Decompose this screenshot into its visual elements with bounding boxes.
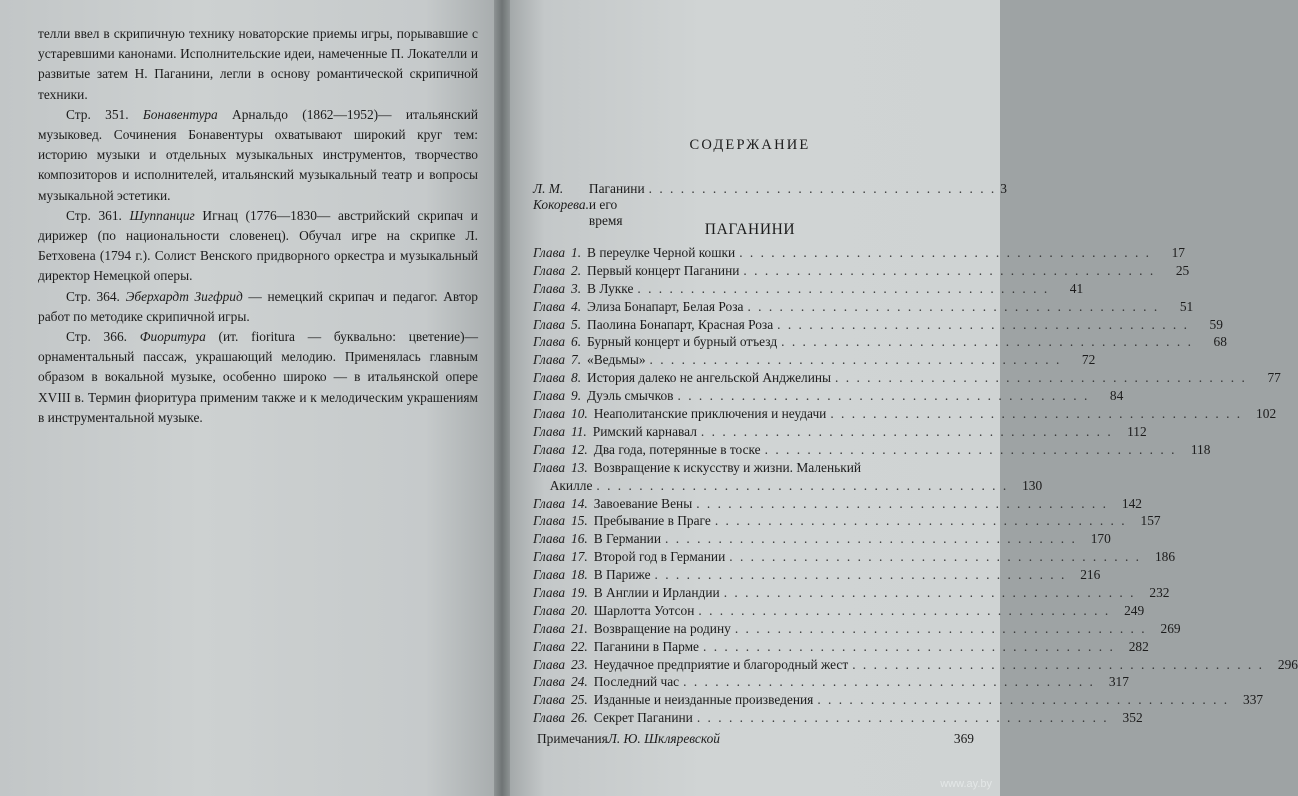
chapter-label: Глава <box>533 584 566 600</box>
note-351: Стр. 351. Бонавентура Арнальдо (1862—1952)— итальянский музыковед. Сочинения Бонавентуры охватывают широкий круг тем: историю музыки и отдельных музыкальных инструментов, творчество композиторов и исполнителей, итальянский музыкальный театр и вопросы музыкальной эстетики. <box>38 106 478 203</box>
chapter-title: Дуэль смычков <box>587 388 674 404</box>
chapter-row <box>533 405 1277 423</box>
leader-dots: . . . . . . . . . . . . . . . . . . . . . . . . . . . . . . . . . . . . . . . <box>729 549 1142 565</box>
chapter-number: 1. <box>571 245 582 260</box>
leader-dots: . . . . . . . . . . . . . . . . . . . . . . . . . . . . . . . . . . . . . . . <box>677 388 1090 404</box>
chapter-label: Глава <box>533 406 566 422</box>
chapter-page: 269 <box>1160 620 1181 636</box>
chapter-page: 130 <box>1022 477 1043 493</box>
chapter-row <box>533 530 1111 548</box>
chapter-row <box>533 548 1176 566</box>
chapter-title: Последний час <box>593 674 680 690</box>
contents-heading: СОДЕРЖАНИЕ <box>689 137 811 153</box>
intro-title: Паганини и его время <box>588 181 645 228</box>
leader-dots: . . . . . . . . . . . . . . . . . . . . . . . . . . . . . . . . . . . . . . . <box>637 280 1050 296</box>
chapter-row <box>533 691 1264 709</box>
intro-author: Л. М. Кокорева. <box>533 181 589 212</box>
leader-dots: . . . . . . . . . . . . . . . . . . . . . . . . . . . . . . . . . . . . . . . <box>835 370 1247 386</box>
chapter-row <box>533 369 1281 387</box>
chapter-page: 232 <box>1149 584 1170 600</box>
chapter-label: Глава <box>533 262 566 278</box>
chapter-label: Глава <box>533 459 566 475</box>
chapter-title: «Ведьмы» <box>587 352 646 368</box>
chapter-label: Глава <box>533 245 566 260</box>
endnotes-block <box>38 24 478 428</box>
chapter-page: 142 <box>1121 495 1142 511</box>
chapter-page: 68 <box>1213 334 1227 350</box>
chapter-title: Неаполитанские приключения и неудачи <box>593 406 827 422</box>
chapter-row <box>533 566 1101 584</box>
chapter-page: 77 <box>1267 370 1281 386</box>
chapter-title: Возвращение к искусству и жизни. Маленький <box>593 459 862 475</box>
chapter-number: 5. <box>571 316 582 332</box>
chapter-row <box>533 584 1170 602</box>
chapter-label: Глава <box>533 370 566 386</box>
notes-label: Примечания <box>537 731 608 746</box>
leader-dots: . . . . . . . . . . . . . . . . . . . . . . . . . . . . . . . . . . . . . . . <box>654 567 1067 583</box>
chapter-number: 19. <box>571 584 588 600</box>
leader-dots: . . . . . . . . . . . . . . . . . . . . . . . . . . . . . . . . . . . . . . . <box>696 495 1108 511</box>
chapter-row <box>533 333 1227 351</box>
chapter-label: Глава <box>533 638 566 654</box>
chapter-page: 317 <box>1108 674 1129 690</box>
chapter-number: 26. <box>571 710 588 726</box>
chapter-label: Глава <box>533 656 566 672</box>
section-heading: ПАГАНИНИ <box>704 221 796 238</box>
chapter-title: В Германии <box>593 531 662 547</box>
chapter-page: 249 <box>1124 602 1145 618</box>
chapter-label: Глава <box>533 441 566 457</box>
chapter-label: Глава <box>533 567 566 583</box>
leader-dots: . . . . . . . . . . . . . . . . . . . . . . . . . . . . . . . . . . . . . . . <box>739 245 1151 260</box>
chapter-label: Глава <box>533 674 566 690</box>
intro-page: 3 <box>1000 181 1007 196</box>
chapter-number: 12. <box>571 441 588 457</box>
chapter-number: 6. <box>571 334 582 350</box>
chapter-page: 186 <box>1154 549 1176 565</box>
chapter-title: Возвращение на родину <box>593 620 731 636</box>
watermark: www.ay.by <box>940 778 992 790</box>
chapter-row <box>533 351 1096 369</box>
chapter-page: 337 <box>1243 692 1264 708</box>
chapter-number: 20. <box>571 602 588 618</box>
chapter-title: Пребывание в Праге <box>593 513 711 529</box>
chapter-label: Глава <box>533 531 566 547</box>
leader-dots: . . . . . . . . . . . . . . . . . . . . . . . . . . . . . . . . . . . . . . . <box>723 584 1136 600</box>
chapter-number: 2. <box>571 262 582 278</box>
chapter-row <box>533 656 1298 674</box>
chapter-label: Глава <box>533 692 566 708</box>
chapter-number: 11. <box>571 423 587 439</box>
chapter-row <box>533 262 1190 280</box>
chapter-number: 24. <box>571 674 588 690</box>
chapter-page: 84 <box>1109 388 1124 404</box>
chapter-number: 21. <box>571 620 588 636</box>
chapter-row <box>533 280 1084 298</box>
chapter-label: Глава <box>533 513 566 529</box>
chapter-title: Два года, потерянные в тоске <box>593 441 761 457</box>
chapter-number: 3. <box>571 280 582 296</box>
leader-dots: . . . . . . . . . . . . . . . . . . . . . . . . . . . . . . . . . . . . . . . <box>649 352 1062 368</box>
leader-dots: . . . . . . . . . . . . . . . . . . . . . . . . . . . . . . . . . . . . . . . <box>830 406 1243 422</box>
chapter-number: 9. <box>571 388 582 404</box>
chapter-row <box>533 512 1161 530</box>
chapter-number: 10. <box>571 406 588 422</box>
chapter-number: 7. <box>571 352 582 368</box>
chapter-row <box>533 620 1181 638</box>
chapter-row <box>533 423 1147 441</box>
chapter-title: Шарлотта Уотсон <box>593 602 695 618</box>
note-continuation: телли ввел в скрипичную технику новаторские приемы игры, порывавшие с устаревшими канонами. Исполнительские идеи, намеченные П. Локателли и развитые затем Н. Паганини, легли в основу романтической скрипичной техники. <box>38 26 478 102</box>
chapter-page: 216 <box>1080 567 1101 583</box>
chapter-label: Глава <box>533 334 566 350</box>
chapter-number: 8. <box>571 370 582 386</box>
chapter-title: В переулке Черной кошки <box>587 245 736 260</box>
chapter-label: Глава <box>533 423 566 439</box>
chapter-title: Бурный концерт и бурный отъезд <box>587 334 778 350</box>
chapter-page: 72 <box>1081 352 1096 368</box>
leader-dots: . . . . . . . . . . . . . . . . . . . . . . . . . . . . . . . . . . . . . . . <box>747 298 1160 314</box>
chapter-page: 102 <box>1256 406 1277 422</box>
chapter-row <box>533 602 1145 620</box>
chapter-title: Римский карнавал <box>592 423 697 439</box>
leader-dots: . . . . . . . . . . . . . . . . . . . . . . . . . . . . . . . . . . . . . . . <box>764 441 1177 457</box>
chapter-title: Изданные и неизданные произведения <box>593 692 814 708</box>
chapter-page: 282 <box>1128 638 1149 654</box>
chapter-page: 59 <box>1209 316 1223 332</box>
chapter-number: 14. <box>571 495 588 511</box>
chapter-title: История далеко не ангельской Анджелины <box>587 370 832 386</box>
leader-dots: . . . . . . . . . . . . . . . . . . . . . . . . . . . . . . . . . . . . . . . <box>683 674 1095 690</box>
chapter-row <box>533 244 1185 262</box>
chapter-row <box>533 495 1142 513</box>
chapter-title: Неудачное предприятие и благородный жест <box>593 656 849 672</box>
chapter-title: Завоевание Вены <box>593 495 693 511</box>
leader-dots: . . . . . . . . . . . . . . . . . . . . . . . . . . . . . . . . . . . . . . . <box>696 710 1109 726</box>
chapter-number: 13. <box>571 459 588 475</box>
chapter-row <box>533 673 1129 691</box>
chapter-title: В Париже <box>593 567 651 583</box>
chapter-label: Глава <box>533 495 566 511</box>
leader-dots: . . . . . . . . . . . . . . . . . . . . . . . . . . . . . . . . . . . . . . . <box>817 692 1230 708</box>
leader-dots: . . . . . . . . . . . . . . . . . . . . . . . . . . . . . . . . . <box>648 181 997 196</box>
toc-notes-entry <box>537 731 974 747</box>
chapter-label: Глава <box>533 620 566 636</box>
leader-dots: . . . . . . . . . . . . . . . . . . . . . . . . . . . . . . . . . . . . . . . <box>714 513 1127 529</box>
chapter-title: Элиза Бонапарт, Белая Роза <box>587 298 744 314</box>
chapter-row <box>533 298 1194 316</box>
leader-dots: . . . . . . . . . . . . . . . . . . . . . . . . . . . . . . . . . . . . . . . <box>734 620 1147 636</box>
notes-author: Л. Ю. Шкляревской <box>607 731 721 746</box>
chapter-label: Глава <box>533 388 566 404</box>
chapter-row <box>533 441 1211 459</box>
chapter-page: 25 <box>1175 262 1190 278</box>
chapter-title: Секрет Паганини <box>593 710 693 726</box>
chapter-label: Глава <box>533 316 566 332</box>
leader-dots: . . . . . . . . . . . . . . . . . . . . . . . . . . . . . . . . . . . . . . . <box>698 602 1111 618</box>
leader-dots: . . . . . . . . . . . . . . . . . . . . . . . . . . . . . . . . . . . . . . . <box>781 334 1193 350</box>
leader-dots: . . . . . . . . . . . . . . . . . . . . . . . . . . . . . . . . . . . . . . . <box>700 423 1113 439</box>
chapter-number: 17. <box>571 549 588 565</box>
book-gutter <box>494 0 510 796</box>
leader-dots: . . . . . . . . . . . . . . . . . . . . . . . . . . . . . . . . . . . . . . . <box>777 316 1189 332</box>
chapter-number: 25. <box>571 692 588 708</box>
chapter-label: Глава <box>533 710 566 726</box>
chapter-list <box>533 244 1298 727</box>
chapter-title: Второй год в Германии <box>593 549 726 565</box>
chapter-label: Глава <box>533 280 566 296</box>
chapter-number: 23. <box>571 656 588 672</box>
chapter-page: 112 <box>1127 423 1147 439</box>
chapter-number: 4. <box>571 298 582 314</box>
chapter-label: Глава <box>533 602 566 618</box>
note-366: Стр. 366. Фиоритура (ит. fioritura — буквально: цветение)— орнаментальный пассаж, украшающий мелодию. Применялась главным образом в вокальной музыке, особенно широко — в итальянской опере XVIII в. Термин фиоритура применим также и к мелодическим украшениям в инструментальной музыке. <box>38 329 478 425</box>
chapter-title-continued: Акилле <box>549 477 593 493</box>
leader-dots: . . . . . . . . . . . . . . . . . . . . . . . . . . . . . . . . . . . . . . . <box>743 262 1156 278</box>
note-361: Стр. 361. Шуппанциг Игнац (1776—1830— австрийский скрипач и дирижер (по национальности словенец). Обучал игре на скрипке Л. Бетховена (1794 г.). Солист Венского придворного оркестра и музыкальный директор Немецкой оперы. <box>38 207 478 284</box>
chapter-title: Паолина Бонапарт, Красная Роза <box>587 316 774 332</box>
chapter-label: Глава <box>533 549 566 565</box>
chapter-page: 157 <box>1140 513 1161 529</box>
chapter-row <box>533 638 1149 656</box>
chapter-number: 15. <box>571 513 588 529</box>
chapter-page: 296 <box>1277 656 1298 672</box>
chapter-page: 51 <box>1179 298 1194 314</box>
chapter-title: Первый концерт Паганини <box>587 262 740 278</box>
chapter-label: Глава <box>533 298 566 314</box>
chapter-number: 18. <box>571 567 588 583</box>
chapter-title: В Лукке <box>587 280 634 296</box>
chapter-row <box>533 709 1143 727</box>
note-364: Стр. 364. Эберхардт Зигфрид — немецкий скрипач и педагог. Автор работ по методике скрипичной игры. <box>38 288 478 324</box>
chapter-number: 16. <box>571 531 588 547</box>
chapter-page: 170 <box>1090 531 1111 547</box>
chapter-title: В Англии и Ирландии <box>593 584 720 600</box>
chapter-label: Глава <box>533 352 566 368</box>
leader-dots: . . . . . . . . . . . . . . . . . . . . . . . . . . . . . . . . . . . . . . . <box>596 477 1009 493</box>
chapter-page: 17 <box>1171 245 1185 260</box>
chapter-page: 352 <box>1122 710 1143 726</box>
leader-dots: . . . . . . . . . . . . . . . . . . . . . . . . . . . . . . . . . . . . . . . <box>665 531 1077 547</box>
chapter-title: Паганини в Парме <box>593 638 700 654</box>
leader-dots: . . . . . . . . . . . . . . . . . . . . . . . . . . . . . . . . . . . . . . . <box>852 656 1264 672</box>
chapter-row <box>533 387 1124 405</box>
notes-page: 369 <box>953 731 974 746</box>
leader-dots: . . . . . . . . . . . . . . . . . . . . . . . . . . . . . . . . . . . . . . . <box>703 638 1115 654</box>
chapter-page: 41 <box>1069 280 1084 296</box>
chapter-number: 22. <box>571 638 588 654</box>
chapter-row <box>533 459 1043 495</box>
chapter-row <box>533 316 1223 334</box>
chapter-page: 118 <box>1190 441 1211 457</box>
